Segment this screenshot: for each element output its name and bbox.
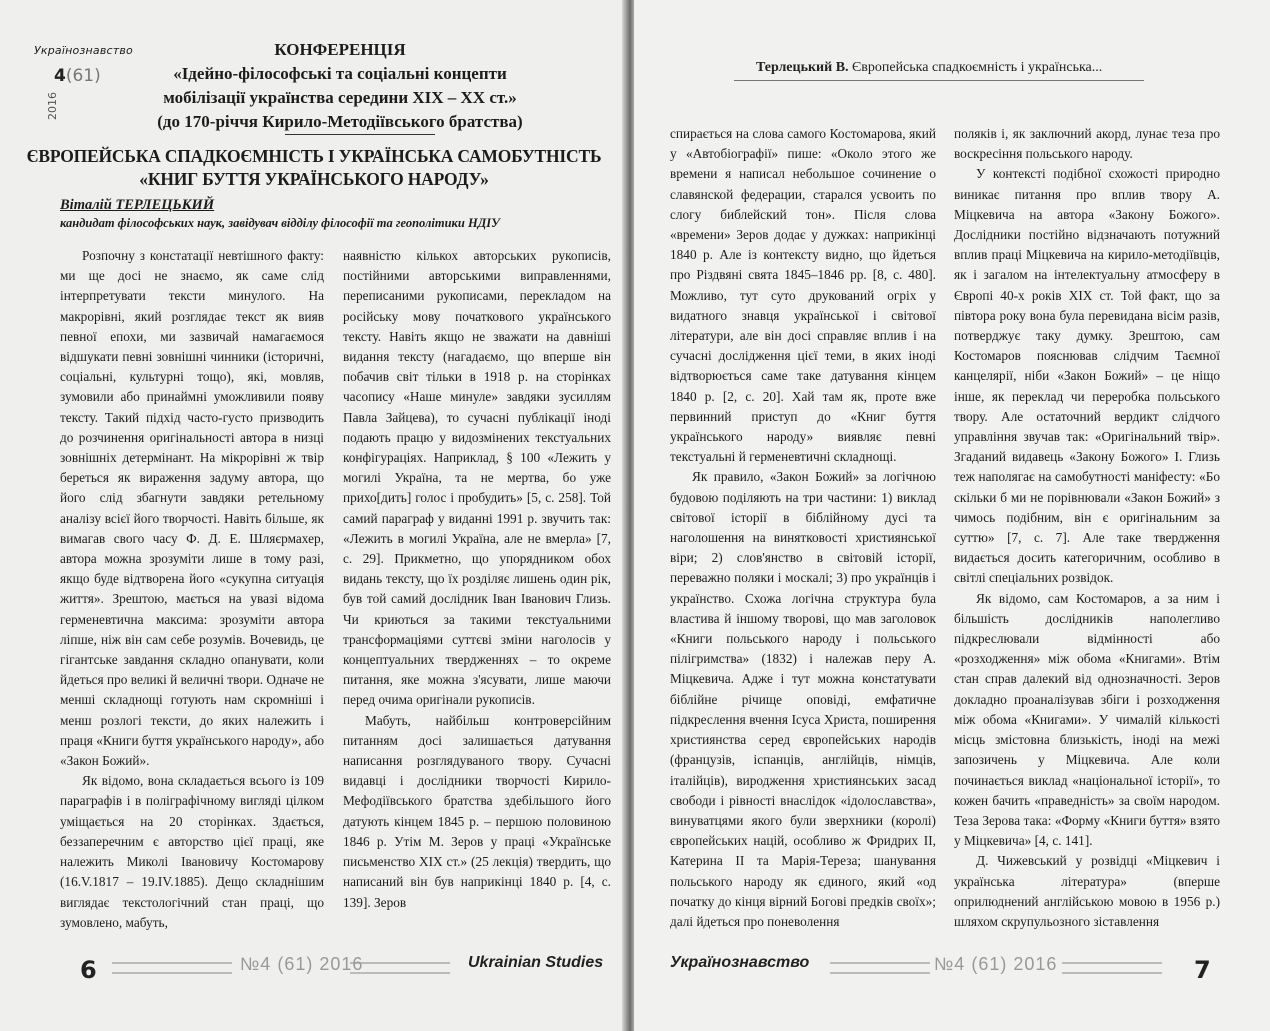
- paragraph: поляків і, як заключний акорд, лунає теза про воскресіння польського народу.: [954, 126, 1220, 162]
- footer-journal: Ukrainian Studies: [468, 954, 604, 971]
- conference-line: «Ідейно-філософські та соціальні концепти: [173, 64, 507, 83]
- footer-issue: №4 (61) 2016: [240, 954, 364, 974]
- paragraph: Як відомо, сам Костомаров, а за ним і більшість дослідників наполегливо підкреслювали відмінності або «розходження» між обома «Книгами». Втім стан справ далекий від однозначності. Зеров докладно проаналізував збіги і розходження між обома «Книгами». У чималій кількості місць змістовна близькість, іноді на межі запозичень у Міцкевича. Але коли починається виклад «національної історії», то кожен бачить «праведність» за своїм народом. Теза Зерова така: «Форму «Книги буття» взято у Міцкевича» [4, с. 141].: [954, 590, 1220, 849]
- text-column-2: [954, 124, 1220, 932]
- author-name: Віталій ТЕРЛЕЦЬКИЙ: [60, 197, 215, 213]
- paragraph: Д. Чижевський у розвідці «Міцкевич і українська література» (вперше оприлюднений англійською мовою в 1956 р.) шляхом скрупульозного зіставлення: [954, 853, 1220, 929]
- conference-label: КОНФЕРЕНЦІЯ: [274, 40, 406, 59]
- divider: [285, 134, 435, 135]
- footer-rule: [1062, 962, 1162, 974]
- conference-line: (до 170-річчя Кирило-Методіївського братства): [157, 112, 523, 131]
- running-header: [756, 60, 1102, 76]
- paragraph: Як відомо, вона складається всього із 109 параграфів і в поліграфічному вигляді цілком уміщається на 20 сторінках. Здається, беззаперечним є авторство цієї праці, яке належить Миколі Івановичу Костомарову (16.V.1817 – 19.IV.1885). Дещо складнішим виглядає текстологічний стан праці, що зумовлено, мабуть,: [60, 773, 324, 930]
- footer-rule: [830, 962, 930, 974]
- left-page: [0, 0, 628, 1031]
- text-column-2: [343, 246, 611, 913]
- issue-number: 4(61): [54, 66, 101, 86]
- footer-rule: [350, 962, 450, 974]
- author-affiliation: кандидат філософських наук, завідувач відділу філософії та геополітики НДІУ: [60, 216, 500, 230]
- text-column-1: [670, 124, 936, 932]
- page-number: 6: [80, 956, 97, 984]
- footer-rule: [112, 962, 232, 974]
- paragraph: У контексті подібної схожості природно виникає питання про вплив твору А. Міцкевича на автора «Закону Божого». Дослідники постійно відзначають потужний вплив праці Міцкевича на кирило-методіївців, як і загалом на інтелектуальну атмосферу в Європі 40-х років XIX ст. Той факт, що за півтора року вона була перевидана вісім разів, потверджує таку думку. Зрештою, сам Костомаров пояснював слідчим Таємної канцелярії, ніби «Закон Божий» – це ніщо інше, як переклад чи переробка польського твору. Але остаточний вердикт слідчого управління звучав так: «Оригінальний твір». Згаданий видавець «Закону Божого» І. Глизь теж наполягає на самобутності маніфесту: «Бо скільки б ми не порівнювали «Закон Божий» з чимось подібним, він є оригінальним за суттю» [7, с. 7]. Але таке твердження видається досить категоричним, особливо в світлі спеціальних розвідок.: [954, 166, 1220, 586]
- article-title-line: «КНИГ БУТТЯ УКРАЇНСЬКОГО НАРОДУ»: [139, 169, 489, 189]
- footer-journal: Українознавство: [670, 954, 810, 971]
- conference-header: [140, 38, 540, 134]
- paragraph: Мабуть, найбільш контроверсійним питанням досі залишається датування написання розглядуваного твору. Сучасні видавці і дослідники творчості Кирило-Мефодіївського братства здебільшого його датують кінцем 1845 р. – першою половиною 1846 р. Утім М. Зеров у праці «Українське письменство XIX ст.» (25 лекція) твердить, що написаний він був наприкінці 1840 р. [4, с. 139]. Зеров: [343, 712, 611, 910]
- paragraph: Розпочну з констатації невтішного факту: ми ще досі не знаємо, як саме слід інтерпретувати тексти минулого. На макрорівні, який розглядає текст як вияв певної епохи, ми зазвичай намагаємося відшукати певні зовнішні чинники (історичні, соціальні, культурні тощо), які, мовляв, зумовили або принаймні уможливили появу тексту. Такий підхід часто-густо призводить до розчинення оригінальності автора в низці зовнішніх детермінант. На мікрорівні ж твір береться як вираження задуму автора, що його слід збагнути завдяки ретельному аналізу всієї його творчості. Навіть більше, як вимагав свого часу Ф. Д. Е. Шляєрмахер, автора можна зрозуміти лише в тому разі, якщо буде відтворена його «сукупна ситуація життя». Зрештою, мається на увазі відома герменевтична максима: зрозуміти автора ліпше, ніж він сам себе розумів. Вочевидь, це гігантське завдання складно опанувати, коли йдеться про великі й величні твори. Одначе не менші складнощі готують нам скромніші і менш розлогі тексти, до яких належить і праця «Книги буття українського народу», або «Закон Божий».: [60, 248, 324, 769]
- conference-line: мобілізації українства середини ХІХ – ХХ ст.»: [163, 88, 517, 107]
- divider: [734, 80, 1144, 81]
- journal-logo: Українознавство: [34, 44, 133, 57]
- text-column-1: [60, 246, 324, 933]
- article-title-line: ЄВРОПЕЙСЬКА СПАДКОЄМНІСТЬ І УКРАЇНСЬКА САМОБУТНІСТЬ: [26, 146, 602, 166]
- page-number: 7: [1194, 956, 1211, 984]
- running-title: Європейська спадкоємність і українська...: [852, 60, 1103, 75]
- article-title: [0, 145, 628, 191]
- paragraph: Як правило, «Закон Божий» за логічною будовою поділяють на три частини: 1) виклад світової історії в біблійному дусі та наголошення на винятковості християнської віри; 2) слов'янство в світовій історії, переважно поляки і москалі; 3) про українців і українство. Схожа логічна структура була властива й іншому творові, що мав заголовок «Книги польського народу і польського пілігримства» (1832) і належав перу А. Міцкевича. Адже і тут можна констатувати біблійне річище оповіді, емфатичне підкреслення вчення Ісуса Христа, поширення християнства серед європейських народів (французів, іспанців, англійців, німців, італійців), виродження християнських засад свободи і рівності внаслідок «ідолославства», винуватцями якого були зверхники (королі) європейських націй, особливо ж Фридрих II, Катерина II та Марія-Тереза; шанування польського народу як єдиного, який «од початку до кінця вірний Богові предків своїх»; далі йдеться про поневолення: [670, 469, 936, 929]
- right-page: [634, 0, 1270, 1031]
- paragraph: спирається на слова самого Костомарова, який у «Автобіографії» пише: «Около этого же времени я написал небольшое сочинение о славянской федерации, старался усвоить по слогу библейский тон». Після слова «времени» Зеров додає у дужках: наприкінці 1840 р. Але із контексту видно, що йдеться про Різдвяні свята 1845–1846 рр. [8, с. 480]. Можливо, тут суто друкований огріх у видатного знавця української і світової літератури, але він досі справляє вплив і на сучасні дослідження цієї теми, в яких іноді відтворюється саме таке датування кінцем 1840 р. [2, с. 20]. Хай там як, проте вже первинний приступ до «Книг буття українського народу» виявляє певні текстуальні й герменевтичні складнощі.: [670, 126, 936, 465]
- paragraph: наявністю кількох авторських рукописів, постійними авторськими виправленнями, переписаними рукописами, перекладом на російську мову початкового українського тексту. Навіть якщо не зважати на давніші видання тексту (нагадаємо, що вперше він побачив світ тільки в 1918 р. на сторінках часопису «Наше минуле» завдяки зусиллям Павла Зайцева), то сучасні публікації іноді подають працю у видозмінених текстуальних конфігураціях. Наприклад, § 100 «Лежить у могилі Україна, та не мертва, бо уже прихо[дить] голос і пробудить» [5, с. 258]. Той самий параграф у виданні 1991 р. звучить так: «Лежить в могилі Україна, але не вмерла» [7, с. 29]. Прикметно, що упорядником обох видань тексту, що їх розділяє лишень один рік, був той самий дослідник Іван Іванович Глизь. Чи криються за такими текстуальними трансформаціями суттєві зміни наголосів у концептуальних твердженнях – то окреме питання, яке можна з'ясувати, лише маючи перед очима оригінали рукописів.: [343, 248, 611, 708]
- footer-issue: №4 (61) 2016: [934, 954, 1058, 974]
- running-author: Терлецький В.: [756, 60, 849, 75]
- issue-year: 2016: [46, 92, 59, 120]
